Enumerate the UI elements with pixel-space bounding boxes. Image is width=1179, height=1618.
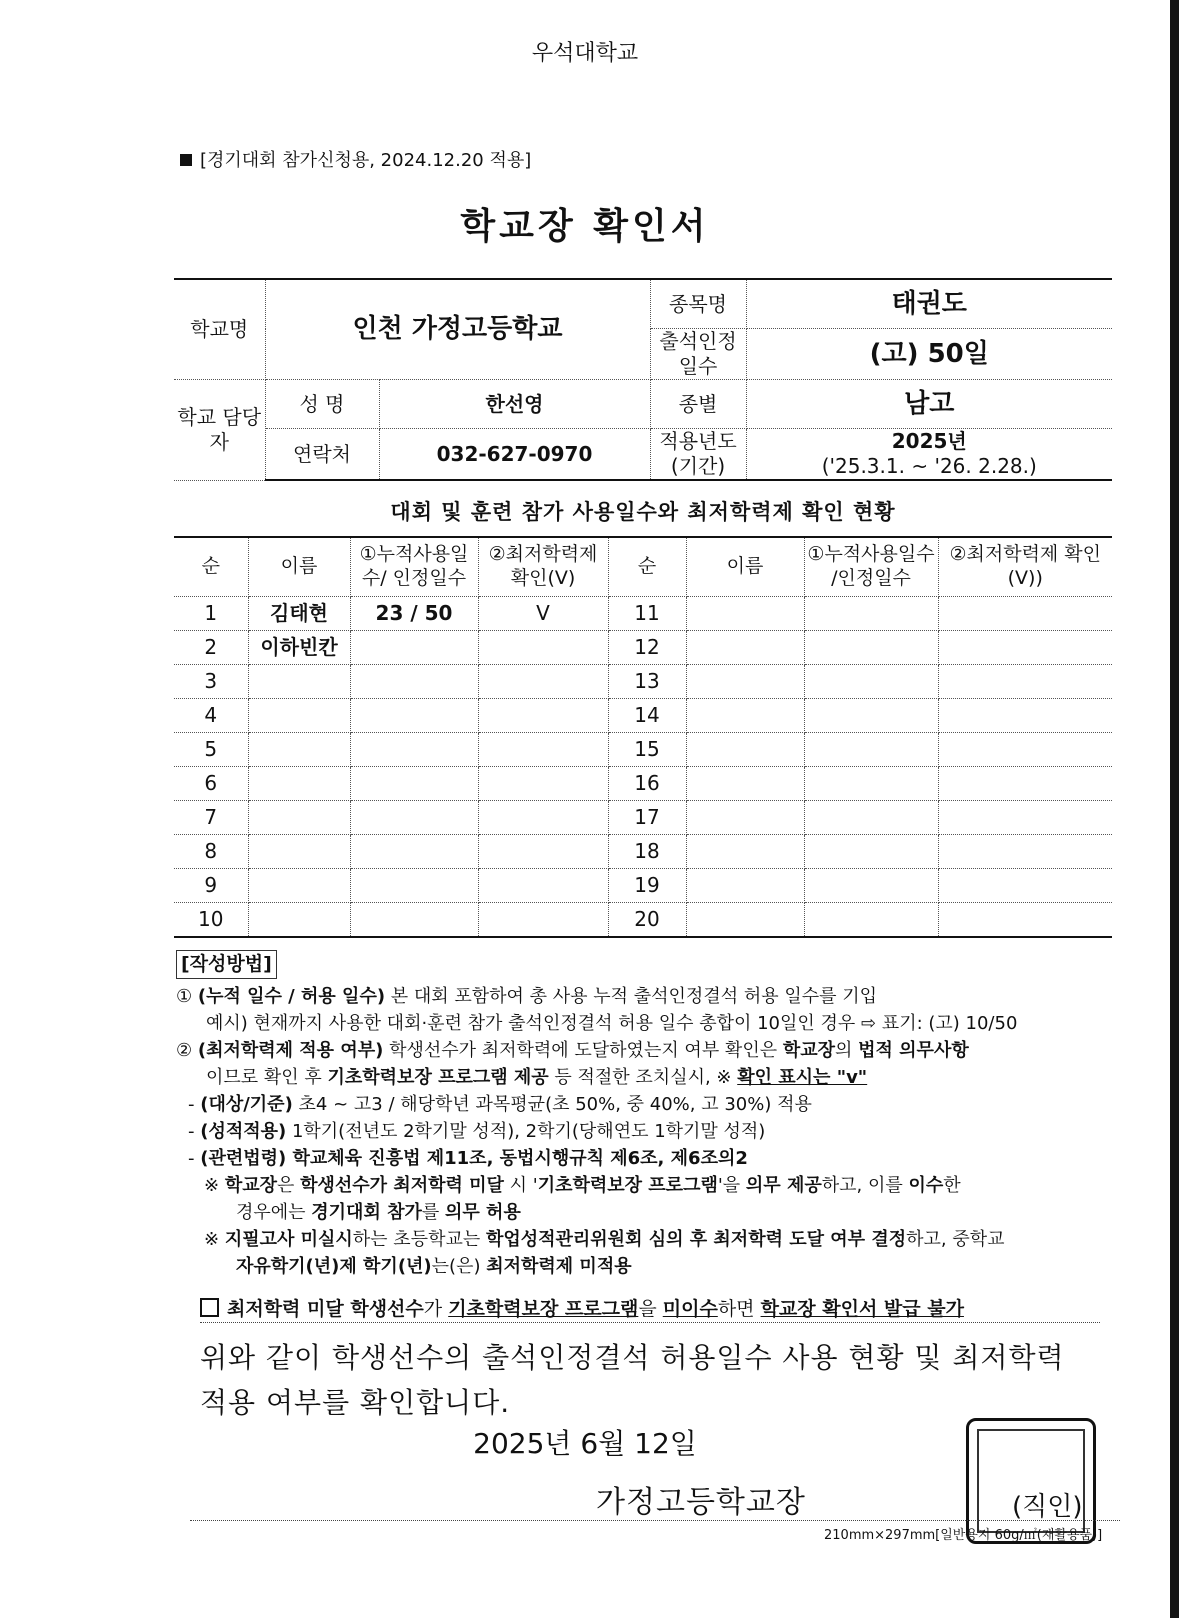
year-cell — [746, 429, 1112, 481]
instruction-line: 자유학기(년)제 학기(년)는(은) 최저학력제 미적용 — [236, 1256, 632, 1277]
table-row: 3 13 — [174, 665, 1112, 699]
manager-label: 학교 담당자 — [174, 380, 265, 481]
instruction-line: ② (최저학력제 적용 여부) 학생선수가 최저학력에 도달하였는지 여부 확인은 학교장의 법적 의무사항 — [176, 1040, 969, 1061]
instruction-line: ※ 학교장은 학생선수가 최저학력 미달 시 '기초학력보장 프로그램'을 의무 제공하고, 이를 이수한 — [204, 1175, 961, 1196]
attendance-value: (고) 50일 — [746, 329, 1112, 380]
table-row: 1 김태현 23 / 50 V 11 — [174, 597, 1112, 631]
year-value: 2025년 — [891, 429, 967, 453]
instruction-line: ※ 지필고사 미실시하는 초등학교는 학업성적관리위원회 심의 후 최저학력 도달 여부 결정하고, 중학교 — [204, 1229, 1005, 1250]
instruction-line: ① (누적 일수 / 허용 일수) 본 대회 포함하여 총 사용 누적 출석인정결석 허용 일수를 기입 — [176, 986, 877, 1007]
table-row: 9 19 — [174, 869, 1112, 903]
warning-line: 최저학력 미달 학생선수가 기초학력보장 프로그램을 미이수하면 학교장 확인서 발급 불가 — [200, 1294, 964, 1321]
contact-label: 연락처 — [265, 429, 379, 481]
instruction-line: - (성적적용) 1학기(전년도 2학기말 성적), 2학기(당해연도 1학기말 성적) — [188, 1121, 766, 1142]
instruction-line: - (관련법령) 학교체육 진흥법 제11조, 동법시행규칙 제6조, 제6조의2 — [188, 1148, 748, 1169]
issue-date: 2025년 6월 12일 — [473, 1427, 697, 1460]
instruction-line: 경우에는 경기대회 참가를 의무 허용 — [236, 1202, 521, 1223]
category-label: 종별 — [650, 380, 746, 429]
university-header: 우석대학교 — [531, 41, 639, 66]
header-days: ①누적사용일수/ 인정일수 — [350, 537, 478, 597]
year-label: 적용년도 (기간) — [650, 429, 746, 481]
confirmation-text: 위와 같이 학생선수의 출석인정결석 허용일수 사용 현황 및 최저학력 적용 여부를 확인합니다. — [200, 1341, 1065, 1419]
divider — [200, 1322, 1100, 1323]
instruction-line: 이므로 확인 후 기초학력보장 프로그램 제공 등 적절한 조치실시, ※ 확인 표시는 "v" — [206, 1067, 868, 1088]
section-title: 대회 및 훈련 참가 사용일수와 최저학력제 확인 현황 — [390, 500, 896, 524]
table-row: 4 14 — [174, 699, 1112, 733]
notice-line: [경기대회 참가신청용, 2024.12.20 적용] — [180, 146, 531, 172]
square-bullet-icon — [180, 154, 192, 166]
instruction-line: - (대상/기준) 초4 ~ 고3 / 해당학년 과목평균(초 50%, 중 40%, 고 30%) 적용 — [188, 1094, 812, 1115]
header-no: 순 — [174, 537, 248, 597]
event-value: 태권도 — [746, 279, 1112, 329]
manager-name: 한선영 — [379, 380, 650, 429]
table-row: 7 17 — [174, 801, 1112, 835]
table-row: 2 이하빈칸 12 — [174, 631, 1112, 665]
header-name: 이름 — [248, 537, 350, 597]
attendance-label: 출석인정 일수 — [650, 329, 746, 380]
school-label: 학교명 — [174, 279, 265, 380]
instructions-title: [작성방법] — [176, 950, 277, 979]
header-days-right: ①누적사용일수 /인정일수 — [804, 537, 938, 597]
category-value: 남고 — [746, 380, 1112, 429]
instructions — [176, 950, 1116, 1280]
table-row: 5 15 — [174, 733, 1112, 767]
table-row: 8 18 — [174, 835, 1112, 869]
name-label: 성 명 — [265, 380, 379, 429]
checkbox-icon — [200, 1298, 219, 1317]
paper-spec-footer: 210mm×297mm[일반용지 60g/㎡(재활용품)] — [824, 1528, 1103, 1543]
period-value: ('25.3.1. ~ '26. 2.28.) — [821, 454, 1037, 478]
header-check: ②최저학력제 확인(V) — [478, 537, 608, 597]
header-name-right: 이름 — [686, 537, 804, 597]
student-table — [174, 536, 1112, 938]
school-name: 인천 가정고등학교 — [265, 279, 650, 380]
contact-value: 032-627-0970 — [379, 429, 650, 481]
school-info-table — [174, 278, 1112, 481]
header-check-right: ②최저학력제 확인(V)) — [938, 537, 1112, 597]
instruction-line: 예시) 현재까지 사용한 대회·훈련 참가 출석인정결석 허용 일수 총합이 10일인 경우 ⇨ 표기: (고) 10/50 — [206, 1013, 1018, 1034]
table-row: 10 20 — [174, 903, 1112, 938]
event-label: 종목명 — [650, 279, 746, 329]
document-title: 학교장 확인서 — [460, 206, 710, 247]
table-row: 6 16 — [174, 767, 1112, 801]
header-no-right: 순 — [608, 537, 686, 597]
seal-label: (직인) — [1012, 1486, 1083, 1523]
principal-name: 가정고등학교장 — [596, 1485, 806, 1520]
divider — [190, 1520, 1120, 1521]
scan-border — [1170, 0, 1179, 1618]
